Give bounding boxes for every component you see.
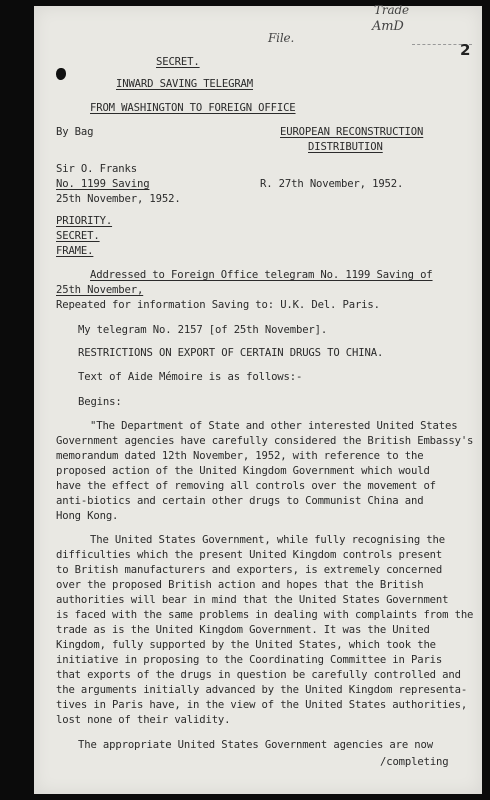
by-bag: By Bag	[56, 126, 94, 138]
trade-annotation: Trade	[374, 3, 409, 17]
para2-line: initiative in proposing to the Coordinating Committee in Paris	[56, 654, 443, 666]
priority-flag: PRIORITY.	[56, 215, 113, 227]
text-intro: Text of Aide Mémoire is as follows:-	[78, 371, 303, 383]
distribution-line-1: EUROPEAN RECONSTRUCTION	[280, 126, 424, 138]
received-date: R. 27th November, 1952.	[260, 178, 404, 190]
addressed-line: Addressed to Foreign Office telegram No. 1199 Saving of	[90, 269, 433, 281]
begins-line: Begins:	[78, 396, 122, 408]
page-number: 2	[460, 41, 471, 59]
sender: Sir O. Franks	[56, 163, 137, 175]
para2-line: is faced with the same problems in dealing with complaints from the	[56, 609, 474, 621]
para2-line: tives in Paris have, in the view of the United States authorities,	[56, 699, 468, 711]
para1-line: have the effect of removing all controls over the movement of	[56, 480, 436, 492]
initial-annotation: AmD	[372, 19, 404, 34]
para2-line: Kingdom, fully supported by the United States, which took the	[56, 639, 436, 651]
catchword: /completing	[380, 756, 449, 768]
repeated-line: Repeated for information Saving to: U.K. Del. Paris.	[56, 299, 380, 311]
para1-line: Hong Kong.	[56, 510, 119, 522]
para1-line: memorandum dated 12th November, 1952, with reference to the	[56, 450, 424, 462]
para1-line: anti-biotics and certain other drugs to Communist China and	[56, 495, 424, 507]
telegram-type-heading: INWARD SAVING TELEGRAM	[116, 78, 254, 90]
subject-line: RESTRICTIONS ON EXPORT OF CERTAIN DRUGS TO CHINA.	[78, 347, 384, 359]
para2-line: authorities will bear in mind that the United States Government	[56, 594, 449, 606]
para2-line: the arguments initially advanced by the United Kingdom representa-	[56, 684, 468, 696]
telegram-number: No. 1199 Saving	[56, 178, 150, 190]
secret-flag: SECRET.	[56, 230, 100, 242]
addressed-line-date: 25th November,	[56, 284, 144, 296]
reference-line: My telegram No. 2157 [of 25th November].	[78, 324, 328, 336]
distribution-line-2: DISTRIBUTION	[308, 141, 383, 153]
classification-heading: SECRET.	[156, 56, 200, 68]
para2-line: over the proposed British action and hopes that the British	[56, 579, 424, 591]
para1-line: "The Department of State and other interested United States	[90, 420, 458, 432]
para2-line: The United States Government, while fully recognising the	[90, 534, 445, 546]
route-heading: FROM WASHINGTON TO FOREIGN OFFICE	[90, 102, 296, 114]
para3-line: The appropriate United States Government agencies are now	[78, 739, 433, 751]
para2-line: that exports of the drugs in question be carefully controlled and	[56, 669, 461, 681]
para2-line: lost none of their validity.	[56, 714, 231, 726]
file-annotation: File.	[268, 31, 295, 45]
para2-line: difficulties which the present United Kingdom controls present	[56, 549, 443, 561]
para2-line: trade as is the United Kingdom Government. It was the United	[56, 624, 430, 636]
punch-hole	[56, 68, 66, 80]
frame-flag: FRAME.	[56, 245, 94, 257]
para2-line: to British manufacturers and exporters, is extremely concerned	[56, 564, 443, 576]
para1-line: Government agencies have carefully considered the British Embassy's	[56, 435, 474, 447]
sent-date: 25th November, 1952.	[56, 193, 181, 205]
document-page	[34, 3, 482, 794]
para1-line: proposed action of the United Kingdom Government which would	[56, 465, 430, 477]
